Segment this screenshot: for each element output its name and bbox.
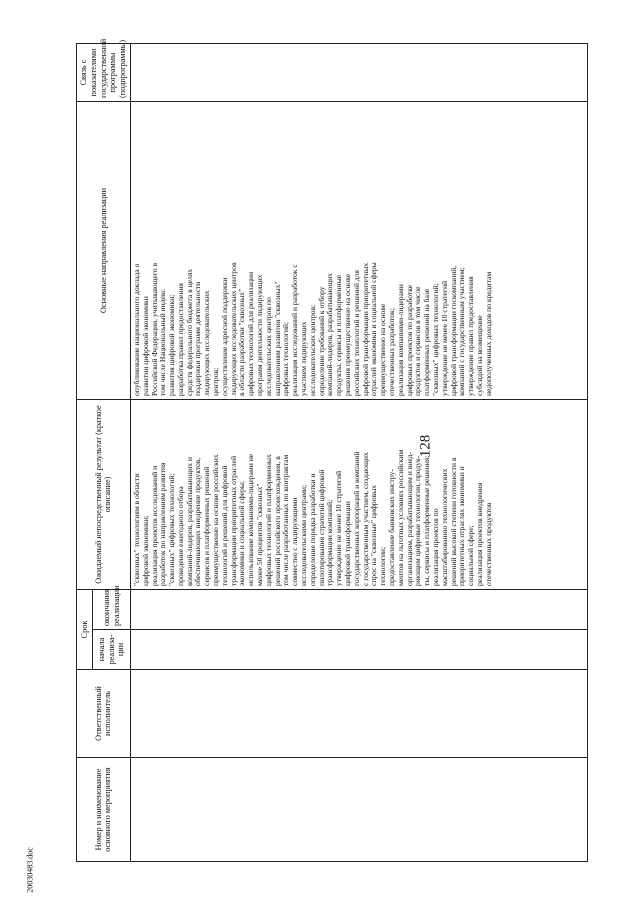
result-text-line: ряющим цифровые технологии, продук- <box>413 455 423 586</box>
directions-text-line: развитии цифровой экономики <box>140 296 150 396</box>
directions-text-line: цифровых технологий; <box>281 321 291 396</box>
directions-text-line: российских технологий и решений для <box>351 270 361 396</box>
directions-text-line: решения преимущественно на основе <box>343 273 353 396</box>
directions-text-line: в области разработки "сквозных" <box>237 288 247 396</box>
measures-table <box>76 38 588 862</box>
header-result: Ожидаемый непосредственный результат (краткое описание) <box>77 400 131 590</box>
result-text-line: "сквозных" технологиям в области <box>131 473 141 586</box>
directions-text-line: реализация компаниями-лидерами <box>395 284 405 396</box>
directions-text-line: разработка правил предоставления <box>175 282 185 396</box>
result-text-line: обеспечивающих внедрение продуктов, <box>193 457 203 586</box>
result-text-line: решений высокой степени готовности в <box>448 457 458 586</box>
header-link: Связь с показателями государственной программы (подпрограммы) <box>77 44 131 102</box>
document-filename: 20030483.doc <box>25 847 35 893</box>
directions-text-line: компаний-лидеров, разрабатывающих <box>325 272 335 396</box>
header-term-end: окончания реализации <box>93 590 131 630</box>
directions-text-line: "сквозных" цифровых технологий; <box>431 283 440 396</box>
directions-text-line: утверждение правил предоставления <box>466 276 476 396</box>
directions-text-line: программ деятельности лидирующих <box>255 274 265 396</box>
result-text-line: цифровой трансформации <box>343 501 353 586</box>
result-text-line: спрос на "сквозные" цифровых <box>369 485 379 586</box>
directions-text-line: поддержки программ деятельности <box>193 281 203 396</box>
directions-text-line: лидирующих исследовательских <box>202 290 212 396</box>
result-text-line: утверждение не менее 10 стратегий <box>334 470 344 586</box>
header-directions: Основные направления реализации <box>77 102 131 400</box>
result-text-line: приоритетных отраслях экономики и <box>457 466 467 586</box>
directions-text-line: опубликование национального доклада о <box>131 263 141 396</box>
directions-text-line: Российской Федерации, учитывающего в <box>149 262 159 396</box>
directions-text-line: исследовательских центров; <box>307 304 317 396</box>
result-text-line: реализация проектов исследований и <box>149 465 159 586</box>
directions-text-line: цифровой трансформации госкомпаний, <box>448 265 458 396</box>
result-text-line: организациям, разрабатывающим и внед- <box>404 451 414 586</box>
result-text-line: использование компаниями-лидерами не <box>246 453 256 586</box>
result-text-line: менее 50 процентов "сквозных" <box>255 483 265 586</box>
directions-text-line: недополученных доходов по кредитам <box>483 271 493 396</box>
measures-table-container <box>76 38 612 862</box>
result-text-line: компаний-лидеров, разрабатывающих и <box>184 457 194 586</box>
cell-link <box>130 44 587 102</box>
result-text-line: цифровой экономики; <box>140 515 150 586</box>
directions-text-line: направлениям развития "сквозных" <box>272 281 282 396</box>
header-term: Срок <box>77 590 93 670</box>
directions-text-line: продукты, сервисы и платформенные <box>334 274 344 396</box>
directions-text-line: развития цифровой экономики; <box>167 294 177 396</box>
directions-text-line: том числе Национальный индекс <box>158 289 168 396</box>
directions-text-line: участием лидирующих <box>299 321 309 396</box>
result-text-line: реализация проектов внедрения <box>474 482 484 586</box>
result-text-line: преимущественно на основе российских <box>211 454 221 586</box>
directions-text-line: преимущественно на основе <box>378 303 388 396</box>
result-text-line: технологии; <box>378 546 388 586</box>
directions-text-line: отраслей экономики и социальной сферы <box>369 262 379 396</box>
page-number: 128 <box>417 434 434 458</box>
result-text-line: "сквозных" цифровых технологий; <box>167 473 177 586</box>
result-text-line: ты, сервисы и платформенные решения; <box>422 455 432 586</box>
result-text-line: масштабированию технологических <box>439 468 449 586</box>
result-text-line: разработок по направлениям развития <box>158 462 168 586</box>
directions-text-line: платформенных решений на базе <box>422 288 432 396</box>
cell-directions <box>130 102 587 400</box>
result-text-line: проведение ежегодного отбора <box>175 486 185 586</box>
directions-text-line: продуктов и сервисов в том числе <box>413 286 423 396</box>
result-text-line: технологий и решений для цифровой <box>219 465 229 586</box>
result-text-line: совместно с лидирующими <box>290 497 300 586</box>
result-text-line: определение порядка разработки и <box>307 473 317 586</box>
result-text-line: трансформации приоритетных отраслей <box>228 455 238 586</box>
result-text-line: предоставление банковских инстру- <box>387 469 397 586</box>
result-text-line: исследовательскими центрами; <box>299 484 309 586</box>
cell-term-start <box>130 630 587 670</box>
result-text-line: экономики и социальной сферы; <box>237 480 247 586</box>
directions-text-line: субсидий на возмещение <box>474 315 484 396</box>
directions-text-line: цифровых проектов по разработке <box>404 284 414 396</box>
cell-result <box>130 400 587 590</box>
result-text-line: с государственным участием, создающих <box>360 452 370 586</box>
header-term-start: начала реализа-ции <box>93 630 131 670</box>
directions-text-line: компаний с государственным участием; <box>457 267 467 396</box>
result-text-line: трансформации компаний; <box>325 499 335 586</box>
directions-text-line: отечественных разработок; <box>387 308 397 396</box>
result-text-line: социальной сфере; <box>466 525 476 586</box>
result-text-line: ментов на льготных условиях российским <box>395 449 405 586</box>
directions-text-line: определение требований к отбору <box>316 286 326 396</box>
directions-text-line: осуществление адресной поддержки <box>219 277 229 396</box>
directions-text-line: лидирующих исследовательских центров <box>228 262 238 396</box>
directions-text-line: цифровых технологий для реализации <box>246 271 256 396</box>
cell-term-end <box>130 590 587 630</box>
header-executor: Ответственный исполнитель <box>77 670 131 758</box>
directions-text-line: цифровой трансформации приоритетных <box>360 262 370 396</box>
directions-text-line: утверждение не менее 10 стратегий <box>439 280 449 396</box>
table-row <box>130 44 587 862</box>
header-measure: Номер и наименование основного мероприятия <box>77 758 131 862</box>
directions-text-line: центров; <box>211 367 221 396</box>
result-text-line: сервисов и платформенных решений <box>202 466 212 586</box>
cell-executor <box>130 670 587 758</box>
result-text-line: том числе разработанных по контрактам <box>281 454 291 586</box>
directions-text-line: реализация исследований и разработок с <box>290 264 300 396</box>
result-text-line: государственных корпораций и компаний <box>351 451 361 586</box>
result-text-line: решений российского происхождения, в <box>272 456 282 586</box>
result-text-line: пилотирования стратегий цифровой <box>316 469 326 586</box>
result-text-line: отечественных продуктов <box>483 502 493 586</box>
directions-text-line: средств федерального бюджета в целях <box>184 268 194 396</box>
cell-measure <box>130 758 587 862</box>
result-text-line: цифровых технологий и платформенных <box>263 454 273 586</box>
directions-text-line: исследовательских центров по <box>263 297 273 396</box>
result-text-line: реализация проектов по <box>431 508 440 586</box>
